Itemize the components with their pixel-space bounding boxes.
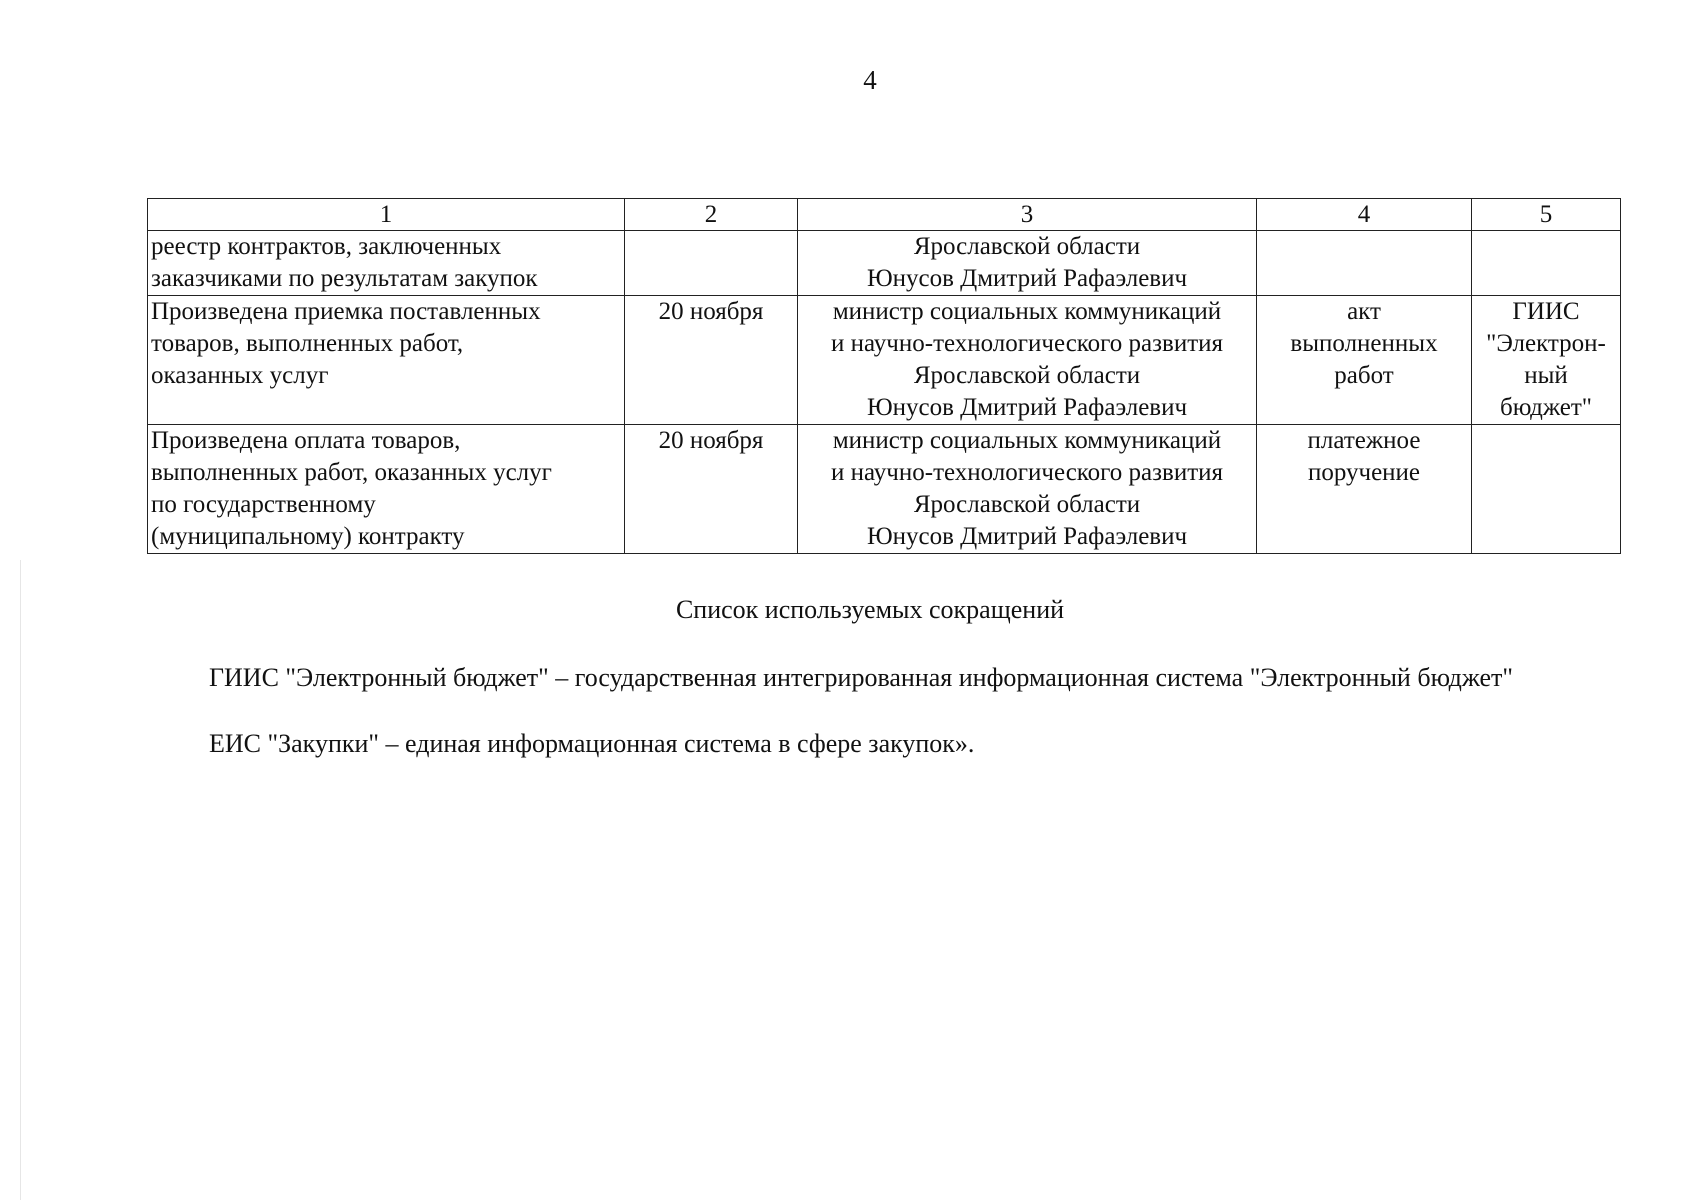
table-cell-date (625, 296, 798, 425)
page-number: 4 (863, 65, 877, 95)
cell-text-line: работ (1334, 362, 1394, 389)
table-cell-responsible (798, 296, 1257, 425)
cell-text-line: министр социальных коммуникаций (832, 427, 1222, 454)
cell-text-line: бюджет" (1499, 394, 1593, 421)
table-header-cell: 3 (798, 199, 1257, 231)
table-cell-date (625, 425, 798, 554)
table-header-cell: 2 (625, 199, 798, 231)
cell-text-line: платежное (1307, 427, 1421, 454)
cell-text-line: "Электрон- (1486, 330, 1606, 357)
table-header-row (148, 199, 1621, 231)
cell-text-line: министр социальных коммуникаций (832, 298, 1222, 325)
cell-text-line: заказчиками по результатам закупок (151, 265, 538, 292)
abbreviations-title: Список используемых сокращений (675, 595, 1065, 624)
cell-text-line: по государственному (151, 491, 376, 518)
table-cell-date (625, 231, 798, 296)
document-table (147, 198, 1621, 554)
cell-text-line: Ярославской области (913, 233, 1141, 260)
cell-text-line: и научно-технологического развития (830, 330, 1224, 357)
table-cell-responsible (798, 425, 1257, 554)
table-row (148, 425, 1621, 554)
cell-text-line: оказанных услуг (151, 362, 329, 389)
table-cell-document (1257, 296, 1472, 425)
table-body (148, 231, 1621, 554)
cell-text-line: товаров, выполненных работ, (151, 330, 464, 357)
table-cell-system (1472, 425, 1621, 554)
table-cell-event (148, 425, 625, 554)
table-row (148, 231, 1621, 296)
cell-text-line: Произведена приемка поставленных (151, 298, 541, 325)
cell-text-line: акт (1347, 298, 1381, 325)
table-cell-system (1472, 296, 1621, 425)
cell-text-line: выполненных (1290, 330, 1438, 357)
cell-text-line: Юнусов Дмитрий Рафаэлевич (866, 523, 1188, 550)
cell-text-line: (муниципальному) контракту (151, 523, 465, 550)
abbreviation-item: ЕИС "Закупки" – единая информационная система в сфере закупок». (209, 729, 975, 758)
cell-text-line: ный (1524, 362, 1568, 389)
table-row (148, 296, 1621, 425)
cell-text-line: Юнусов Дмитрий Рафаэлевич (866, 265, 1188, 292)
table-header-cell: 5 (1472, 199, 1621, 231)
table-cell-event (148, 231, 625, 296)
table-header-cell: 4 (1257, 199, 1472, 231)
table-header-cell: 1 (148, 199, 625, 231)
cell-text-line: Ярославской области (913, 491, 1141, 518)
abbreviation-item: ГИИС "Электронный бюджет" – государственная интегрированная информационная система "Электронный бюджет" (209, 663, 1514, 692)
table-cell-responsible (798, 231, 1257, 296)
cell-text-line: ГИИС (1512, 298, 1580, 325)
cell-text-line: и научно-технологического развития (830, 459, 1224, 486)
cell-text-line: Ярославской области (913, 362, 1141, 389)
cell-text-line: Произведена оплата товаров, (151, 427, 461, 454)
table-cell-event (148, 296, 625, 425)
table-cell-document (1257, 425, 1472, 554)
cell-text-line: выполненных работ, оказанных услуг (151, 459, 552, 486)
table-cell-document (1257, 231, 1472, 296)
cell-text-line: поручение (1307, 459, 1421, 486)
cell-text-line: 20 ноября (658, 298, 764, 325)
scan-edge-line (20, 560, 21, 1200)
cell-text-line: Юнусов Дмитрий Рафаэлевич (866, 394, 1188, 421)
table-cell-system (1472, 231, 1621, 296)
cell-text-line: 20 ноября (658, 427, 764, 454)
cell-text-line: реестр контрактов, заключенных (151, 233, 502, 260)
